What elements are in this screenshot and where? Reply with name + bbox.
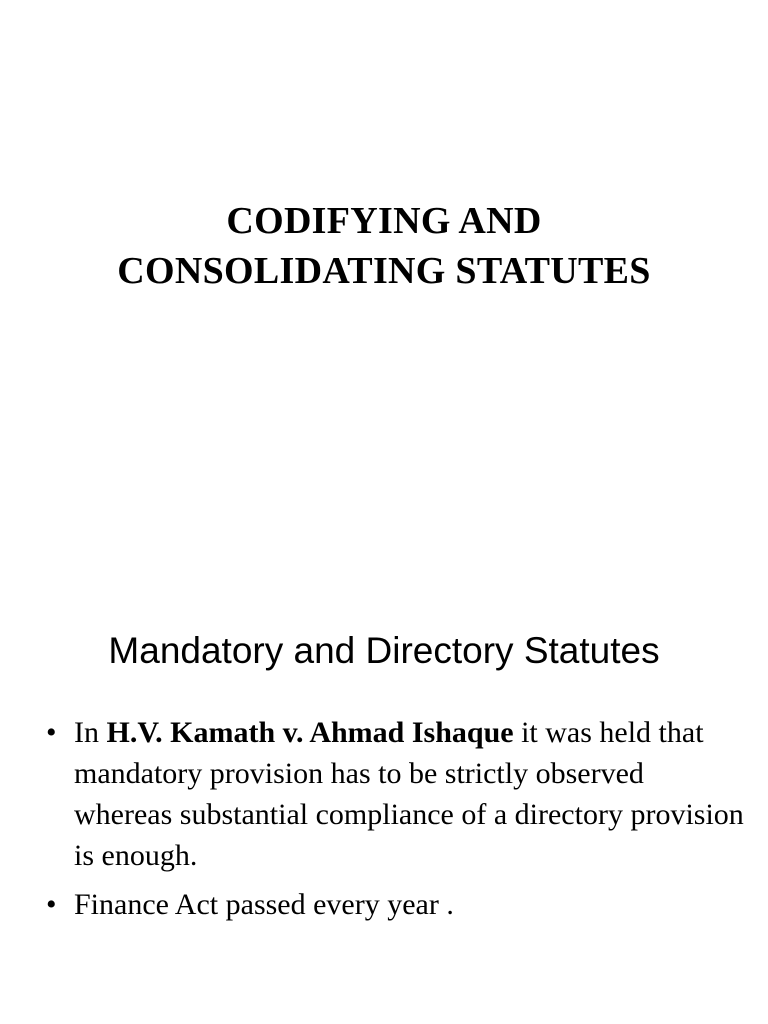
bullet-marker: • <box>46 888 57 921</box>
bullet-marker: • <box>46 716 57 749</box>
slide-title-line-2: CONSOLIDATING STATUTES <box>117 250 651 292</box>
bullet-list <box>46 712 746 933</box>
slide-mandatory-directory <box>0 576 768 1024</box>
bullet-text: Finance Act passed every year . <box>74 888 454 921</box>
bullet-item-kamath <box>46 712 746 876</box>
case-name: H.V. Kamath v. Ahmad Ishaque <box>106 716 514 749</box>
bullet-suffix: it was held that mandatory provision has to be strictly observed whereas substantial compliance of a directory provision is enough. <box>74 716 744 872</box>
slide-title-line-1: CODIFYING AND <box>226 200 542 242</box>
bullet-prefix: In <box>74 716 107 749</box>
bullet-item-finance-act <box>46 884 746 925</box>
slide-title <box>0 196 768 296</box>
slide-heading: Mandatory and Directory Statutes <box>108 630 660 671</box>
